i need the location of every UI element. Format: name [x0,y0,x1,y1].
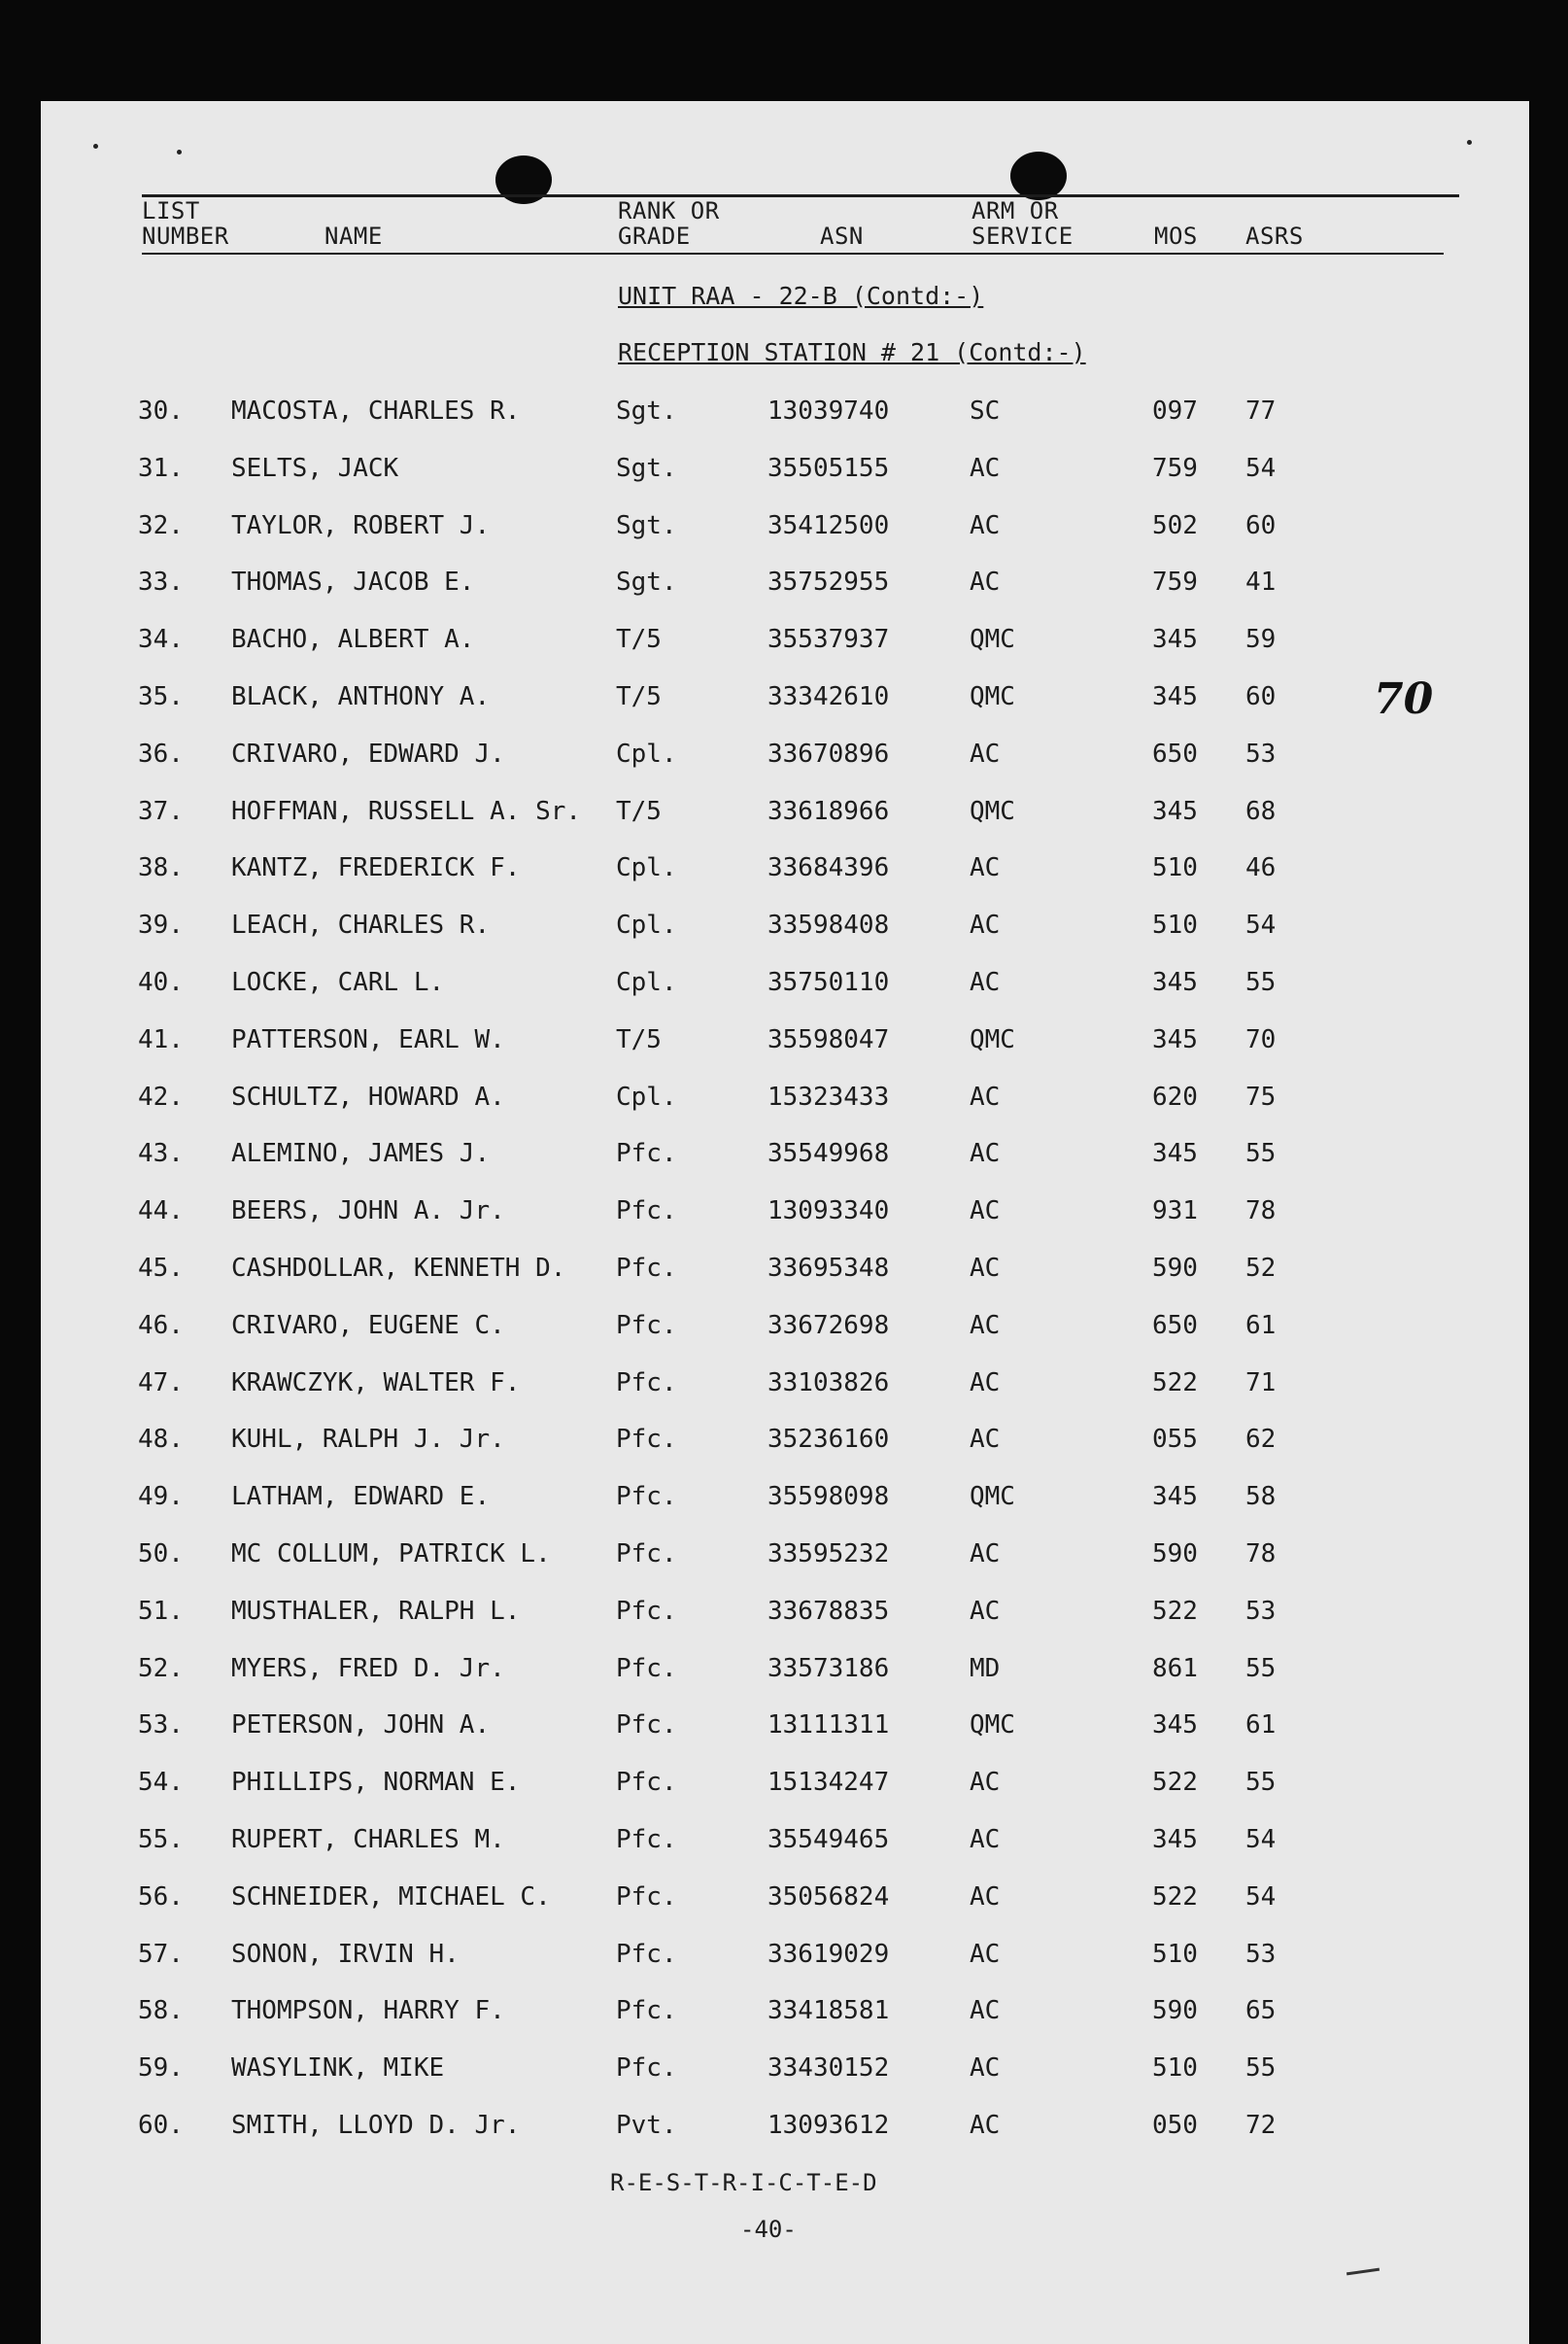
serial-number: 33573186 [767,1654,890,1683]
table-row [41,1311,1529,1350]
rank-grade: Sgt. [616,511,677,540]
arm-service: QMC [970,1710,1015,1740]
mos-code: 510 [1152,853,1198,882]
mos-code: 590 [1152,1539,1198,1568]
header-list-number [142,198,229,249]
asrs-score: 54 [1245,1825,1277,1854]
rank-grade: Pfc. [616,1196,677,1225]
row-number: 58. [138,1996,184,2025]
table-row [41,682,1529,721]
asrs-score: 53 [1245,740,1277,769]
arm-service: AC [970,1368,1001,1397]
rank-grade: Pfc. [616,1482,677,1511]
unit-heading: UNIT RAA - 22-B (Contd:-) [618,282,984,310]
header-bottom-rule [142,253,1444,255]
table-row [41,1025,1529,1064]
asrs-score: 60 [1245,682,1277,711]
rank-grade: Sgt. [616,396,677,426]
rank-grade: T/5 [616,797,662,826]
rank-grade: Cpl. [616,1083,677,1112]
rank-grade: Pfc. [616,1368,677,1397]
header-service-label: SERVICE [971,223,1074,250]
row-number: 30. [138,396,184,426]
serial-number: 35056824 [767,1882,890,1912]
mos-code: 055 [1152,1425,1198,1454]
pen-mark [1346,2268,1380,2276]
mos-code: 345 [1152,1825,1198,1854]
arm-service: AC [970,1425,1001,1454]
arm-service: AC [970,454,1001,483]
row-number: 36. [138,740,184,769]
asrs-score: 71 [1245,1368,1277,1397]
margin-handwritten-number: 70 [1374,674,1434,724]
rank-grade: T/5 [616,682,662,711]
rank-grade: T/5 [616,1025,662,1054]
mos-code: 522 [1152,1882,1198,1912]
soldier-name: RUPERT, CHARLES M. [231,1825,505,1854]
soldier-name: CRIVARO, EUGENE C. [231,1311,505,1340]
rank-grade: Sgt. [616,568,677,597]
table-row [41,1539,1529,1578]
mos-code: 345 [1152,625,1198,654]
rank-grade: Pfc. [616,1254,677,1283]
arm-service: AC [970,568,1001,597]
arm-service: AC [970,2111,1001,2140]
serial-number: 33418581 [767,1996,890,2025]
arm-service: AC [970,1825,1001,1854]
serial-number: 13039740 [767,396,890,426]
asrs-score: 54 [1245,911,1277,940]
mos-code: 510 [1152,911,1198,940]
soldier-name: BEERS, JOHN A. Jr. [231,1196,505,1225]
serial-number: 35598098 [767,1482,890,1511]
serial-number: 33430152 [767,2053,890,2083]
rank-grade: Pfc. [616,1768,677,1797]
table-row [41,968,1529,1007]
serial-number: 13111311 [767,1710,890,1740]
arm-service: QMC [970,1025,1015,1054]
arm-service: AC [970,1254,1001,1283]
header-grade-label: GRADE [618,223,691,250]
serial-number: 33619029 [767,1940,890,1969]
asrs-score: 78 [1245,1539,1277,1568]
mos-code: 759 [1152,454,1198,483]
table-row [41,1139,1529,1178]
rank-grade: Pfc. [616,1425,677,1454]
soldier-name: SCHNEIDER, MICHAEL C. [231,1882,551,1912]
mos-code: 510 [1152,2053,1198,2083]
table-row [41,396,1529,435]
asrs-score: 78 [1245,1196,1277,1225]
rank-grade: T/5 [616,625,662,654]
serial-number: 35505155 [767,454,890,483]
mos-code: 650 [1152,1311,1198,1340]
row-number: 39. [138,911,184,940]
soldier-name: BACHO, ALBERT A. [231,625,475,654]
arm-service: MD [970,1654,1001,1683]
table-row [41,1482,1529,1521]
rank-grade: Pfc. [616,1996,677,2025]
mos-code: 345 [1152,797,1198,826]
serial-number: 35236160 [767,1425,890,1454]
rank-grade: Pfc. [616,1710,677,1740]
table-row [41,511,1529,550]
soldier-name: WASYLINK, MIKE [231,2053,445,2083]
mos-code: 590 [1152,1996,1198,2025]
row-number: 32. [138,511,184,540]
punch-hole-right [1010,152,1067,200]
serial-number: 35750110 [767,968,890,997]
table-row [41,740,1529,778]
table-row [41,1996,1529,2035]
soldier-name: LEACH, CHARLES R. [231,911,491,940]
row-number: 51. [138,1597,184,1626]
station-heading: RECEPTION STATION # 21 (Contd:-) [618,338,1086,366]
header-arm-label: ARM OR [971,197,1059,224]
row-number: 41. [138,1025,184,1054]
row-number: 33. [138,568,184,597]
serial-number: 33672698 [767,1311,890,1340]
soldier-name: TAYLOR, ROBERT J. [231,511,491,540]
serial-number: 33598408 [767,911,890,940]
table-row [41,625,1529,664]
soldier-name: KRAWCZYK, WALTER F. [231,1368,521,1397]
row-number: 37. [138,797,184,826]
dust-speck [1467,140,1472,145]
table-row [41,1597,1529,1636]
row-number: 56. [138,1882,184,1912]
soldier-name: CRIVARO, EDWARD J. [231,740,505,769]
arm-service: AC [970,1768,1001,1797]
table-row [41,1940,1529,1979]
table-row [41,1768,1529,1807]
serial-number: 35549465 [767,1825,890,1854]
asrs-score: 55 [1245,1654,1277,1683]
mos-code: 620 [1152,1083,1198,1112]
mos-code: 522 [1152,1368,1198,1397]
serial-number: 35412500 [767,511,890,540]
table-row [41,1083,1529,1121]
row-number: 55. [138,1825,184,1854]
arm-service: QMC [970,682,1015,711]
serial-number: 35752955 [767,568,890,597]
soldier-name: MC COLLUM, PATRICK L. [231,1539,551,1568]
row-number: 31. [138,454,184,483]
row-number: 44. [138,1196,184,1225]
row-number: 49. [138,1482,184,1511]
asrs-score: 55 [1245,1139,1277,1168]
asrs-score: 61 [1245,1710,1277,1740]
mos-code: 861 [1152,1654,1198,1683]
row-number: 35. [138,682,184,711]
restricted-marking: R-E-S-T-R-I-C-T-E-D [610,2169,877,2196]
mos-code: 345 [1152,682,1198,711]
asrs-score: 55 [1245,1768,1277,1797]
arm-service: AC [970,853,1001,882]
table-row [41,1368,1529,1407]
soldier-name: MACOSTA, CHARLES R. [231,396,521,426]
table-row [41,1654,1529,1693]
serial-number: 13093340 [767,1196,890,1225]
table-row [41,1254,1529,1293]
asrs-score: 55 [1245,2053,1277,2083]
row-number: 38. [138,853,184,882]
serial-number: 35598047 [767,1025,890,1054]
arm-service: AC [970,1597,1001,1626]
row-number: 48. [138,1425,184,1454]
table-row [41,797,1529,836]
table-row [41,568,1529,606]
row-number: 42. [138,1083,184,1112]
rank-grade: Pfc. [616,1654,677,1683]
mos-code: 502 [1152,511,1198,540]
header-asn: ASN [820,223,864,250]
mos-code: 590 [1152,1254,1198,1283]
header-list-label: LIST [142,197,200,224]
soldier-name: SELTS, JACK [231,454,399,483]
serial-number: 33684396 [767,853,890,882]
row-number: 50. [138,1539,184,1568]
soldier-name: PHILLIPS, NORMAN E. [231,1768,521,1797]
table-row [41,454,1529,493]
mos-code: 759 [1152,568,1198,597]
row-number: 59. [138,2053,184,2083]
mos-code: 650 [1152,740,1198,769]
soldier-name: KANTZ, FREDERICK F. [231,853,521,882]
serial-number: 15134247 [767,1768,890,1797]
asrs-score: 62 [1245,1425,1277,1454]
soldier-name: ALEMINO, JAMES J. [231,1139,491,1168]
header-number-label: NUMBER [142,223,229,250]
asrs-score: 61 [1245,1311,1277,1340]
serial-number: 33695348 [767,1254,890,1283]
rank-grade: Cpl. [616,740,677,769]
asrs-score: 41 [1245,568,1277,597]
serial-number: 35537937 [767,625,890,654]
serial-number: 33618966 [767,797,890,826]
soldier-name: LATHAM, EDWARD E. [231,1482,491,1511]
header-name: NAME [324,223,383,250]
asrs-score: 54 [1245,1882,1277,1912]
asrs-score: 68 [1245,797,1277,826]
mos-code: 510 [1152,1940,1198,1969]
serial-number: 33595232 [767,1539,890,1568]
header-top-rule [142,194,1459,197]
soldier-name: THOMPSON, HARRY F. [231,1996,505,2025]
mos-code: 345 [1152,1025,1198,1054]
rank-grade: Pfc. [616,1539,677,1568]
rank-grade: Pfc. [616,1882,677,1912]
serial-number: 33342610 [767,682,890,711]
asrs-score: 54 [1245,454,1277,483]
serial-number: 35549968 [767,1139,890,1168]
row-number: 52. [138,1654,184,1683]
mos-code: 345 [1152,1139,1198,1168]
asrs-score: 53 [1245,1597,1277,1626]
arm-service: AC [970,1139,1001,1168]
arm-service: AC [970,511,1001,540]
rank-grade: Pvt. [616,2111,677,2140]
header-mos: MOS [1154,223,1198,250]
rank-grade: Pfc. [616,1597,677,1626]
rank-grade: Pfc. [616,1825,677,1854]
arm-service: QMC [970,797,1015,826]
soldier-name: SONON, IRVIN H. [231,1940,460,1969]
asrs-score: 75 [1245,1083,1277,1112]
serial-number: 33678835 [767,1597,890,1626]
rank-grade: Pfc. [616,1139,677,1168]
page-number: -40- [740,2216,797,2243]
asrs-score: 55 [1245,968,1277,997]
mos-code: 050 [1152,2111,1198,2140]
asrs-score: 59 [1245,625,1277,654]
row-number: 40. [138,968,184,997]
arm-service: QMC [970,1482,1015,1511]
arm-service: AC [970,1311,1001,1340]
row-number: 53. [138,1710,184,1740]
soldier-name: PETERSON, JOHN A. [231,1710,491,1740]
soldier-name: HOFFMAN, RUSSELL A. Sr. [231,797,582,826]
asrs-score: 53 [1245,1940,1277,1969]
mos-code: 522 [1152,1768,1198,1797]
header-rank [618,198,720,249]
arm-service: AC [970,1539,1001,1568]
table-row [41,2053,1529,2092]
arm-service: AC [970,1882,1001,1912]
arm-service: SC [970,396,1001,426]
asrs-score: 58 [1245,1482,1277,1511]
rank-grade: Cpl. [616,853,677,882]
table-row [41,1882,1529,1921]
header-arm [971,198,1074,249]
soldier-name: KUHL, RALPH J. Jr. [231,1425,505,1454]
rank-grade: Sgt. [616,454,677,483]
mos-code: 522 [1152,1597,1198,1626]
row-number: 47. [138,1368,184,1397]
soldier-name: BLACK, ANTHONY A. [231,682,491,711]
serial-number: 13093612 [767,2111,890,2140]
row-number: 46. [138,1311,184,1340]
soldier-name: LOCKE, CARL L. [231,968,445,997]
soldier-name: MUSTHALER, RALPH L. [231,1597,521,1626]
asrs-score: 65 [1245,1996,1277,2025]
serial-number: 33670896 [767,740,890,769]
dust-speck [177,150,182,155]
asrs-score: 46 [1245,853,1277,882]
mos-code: 931 [1152,1196,1198,1225]
soldier-name: CASHDOLLAR, KENNETH D. [231,1254,566,1283]
mos-code: 097 [1152,396,1198,426]
rank-grade: Pfc. [616,2053,677,2083]
document-page [41,101,1529,2344]
table-row [41,2111,1529,2150]
mos-code: 345 [1152,1710,1198,1740]
rank-grade: Pfc. [616,1311,677,1340]
header-rank-label: RANK OR [618,197,720,224]
soldier-name: THOMAS, JACOB E. [231,568,475,597]
row-number: 57. [138,1940,184,1969]
table-row [41,1710,1529,1749]
rank-grade: Cpl. [616,911,677,940]
row-number: 54. [138,1768,184,1797]
serial-number: 33103826 [767,1368,890,1397]
asrs-score: 77 [1245,396,1277,426]
soldier-name: SMITH, LLOYD D. Jr. [231,2111,521,2140]
asrs-score: 52 [1245,1254,1277,1283]
arm-service: AC [970,1940,1001,1969]
mos-code: 345 [1152,968,1198,997]
table-row [41,853,1529,892]
arm-service: AC [970,1196,1001,1225]
row-number: 45. [138,1254,184,1283]
arm-service: AC [970,1996,1001,2025]
asrs-score: 60 [1245,511,1277,540]
asrs-score: 70 [1245,1025,1277,1054]
table-row [41,1425,1529,1464]
soldier-name: PATTERSON, EARL W. [231,1025,505,1054]
soldier-name: SCHULTZ, HOWARD A. [231,1083,505,1112]
row-number: 34. [138,625,184,654]
dust-speck [93,144,98,149]
arm-service: AC [970,740,1001,769]
table-row [41,1825,1529,1864]
mos-code: 345 [1152,1482,1198,1511]
arm-service: AC [970,1083,1001,1112]
rank-grade: Pfc. [616,1940,677,1969]
arm-service: AC [970,2053,1001,2083]
asrs-score: 72 [1245,2111,1277,2140]
soldier-name: MYERS, FRED D. Jr. [231,1654,505,1683]
serial-number: 15323433 [767,1083,890,1112]
row-number: 60. [138,2111,184,2140]
arm-service: QMC [970,625,1015,654]
rank-grade: Cpl. [616,968,677,997]
header-asrs: ASRS [1245,223,1304,250]
table-row [41,1196,1529,1235]
table-row [41,911,1529,949]
arm-service: AC [970,911,1001,940]
row-number: 43. [138,1139,184,1168]
arm-service: AC [970,968,1001,997]
